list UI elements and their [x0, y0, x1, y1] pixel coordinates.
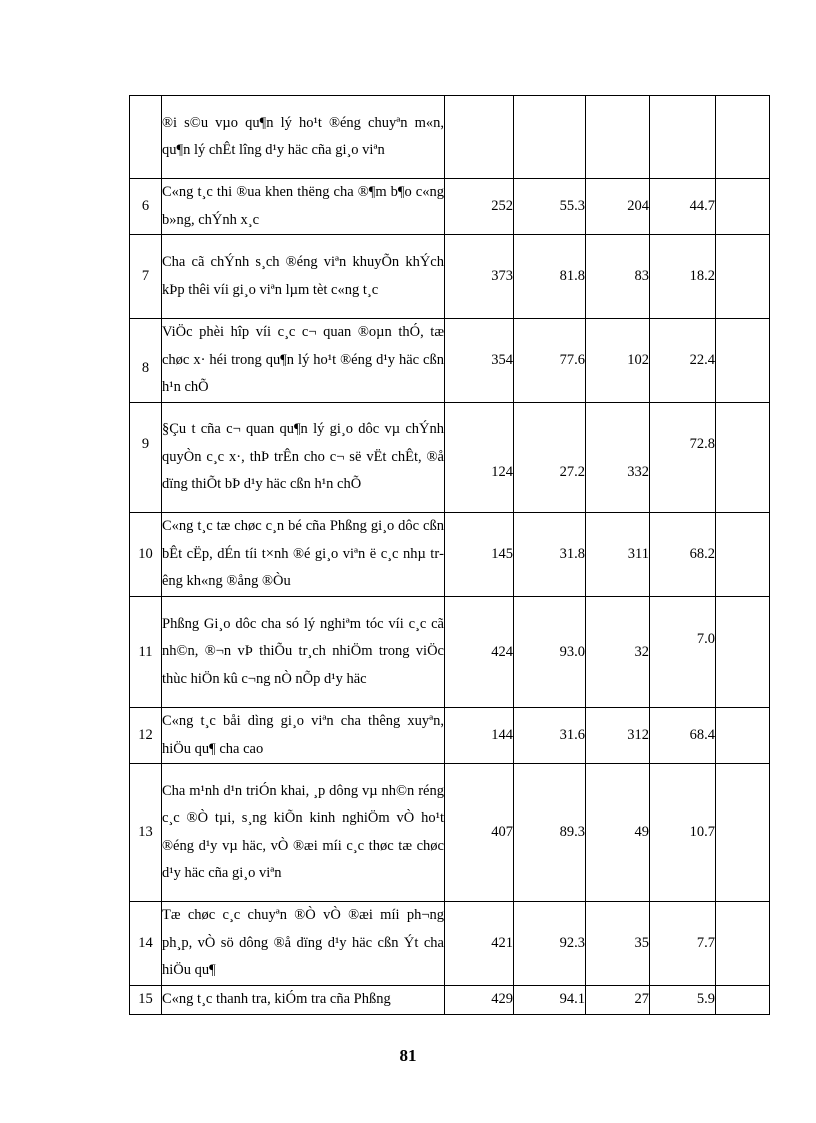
page-number: 81 — [399, 1046, 417, 1065]
table-row — [130, 319, 770, 403]
disagree-percent: 22.4 — [650, 319, 716, 403]
row-description: Cha cã chÝnh s¸ch ®éng viªn khuyÕn khÝch kÞp thêi víi gi¸o viªn lµm tèt c«ng t¸c — [162, 235, 445, 319]
disagree-percent: 7.7 — [650, 902, 716, 986]
blank-cell — [716, 96, 770, 179]
disagree-percent: 18.2 — [650, 235, 716, 319]
disagree-percent — [650, 96, 716, 179]
agree-count: 145 — [445, 513, 514, 597]
row-description: C«ng t¸c thanh tra, kiÓm tra cña Phßng — [162, 985, 445, 1014]
row-number: 12 — [130, 708, 162, 764]
disagree-count: 32 — [586, 597, 650, 708]
disagree-count: 332 — [586, 403, 650, 513]
blank-cell — [716, 235, 770, 319]
row-number: 11 — [130, 597, 162, 708]
agree-percent: 93.0 — [514, 597, 586, 708]
agree-count: 354 — [445, 319, 514, 403]
disagree-percent: 72.8 — [650, 403, 716, 513]
blank-cell — [716, 597, 770, 708]
disagree-count: 312 — [586, 708, 650, 764]
agree-percent: 94.1 — [514, 985, 586, 1014]
blank-cell — [716, 319, 770, 403]
row-number: 10 — [130, 513, 162, 597]
agree-count: 407 — [445, 764, 514, 902]
blank-cell — [716, 513, 770, 597]
table-row — [130, 902, 770, 986]
agree-count: 424 — [445, 597, 514, 708]
blank-cell — [716, 179, 770, 235]
agree-count: 144 — [445, 708, 514, 764]
agree-percent: 31.6 — [514, 708, 586, 764]
agree-percent: 27.2 — [514, 403, 586, 513]
disagree-percent: 68.2 — [650, 513, 716, 597]
blank-cell — [716, 403, 770, 513]
disagree-count: 27 — [586, 985, 650, 1014]
row-description: C«ng t¸c thi ®ua khen thëng cha ®¶m b¶o c«ng b»ng, chÝnh x¸c — [162, 179, 445, 235]
agree-percent — [514, 96, 586, 179]
disagree-percent: 68.4 — [650, 708, 716, 764]
row-description: ®i s©u vµo qu¶n lý ho¹t ®éng chuyªn m«n, qu¶n lý chÊt lîng d¹y häc cña gi¸o viªn — [162, 96, 445, 179]
row-description: ViÖc phèi hîp víi c¸c c¬ quan ®oµn thÓ, tæ chøc x· héi trong qu¶n lý ho¹t ®éng d¹y häc cßn h¹n chÕ — [162, 319, 445, 403]
blank-cell — [716, 708, 770, 764]
agree-count: 252 — [445, 179, 514, 235]
table-row — [130, 764, 770, 902]
blank-cell — [716, 985, 770, 1014]
row-number: 13 — [130, 764, 162, 902]
disagree-count — [586, 96, 650, 179]
table-row — [130, 708, 770, 764]
row-number — [130, 96, 162, 179]
row-number: 14 — [130, 902, 162, 986]
disagree-percent: 5.9 — [650, 985, 716, 1014]
table-row — [130, 179, 770, 235]
row-number: 15 — [130, 985, 162, 1014]
table-row — [130, 597, 770, 708]
row-description: Cha m¹nh d¹n triÓn khai, ¸p dông vµ nh©n réng c¸c ®Ò tµi, s¸ng kiÕn kinh nghiÖm vÒ ho¹t ®éng d¹y vµ häc, vÒ ®æi míi c¸c thøc tæ chøc d¹y häc cña gi¸o viªn — [162, 764, 445, 902]
blank-cell — [716, 902, 770, 986]
table-row — [130, 235, 770, 319]
table-row — [130, 985, 770, 1014]
row-description: C«ng t¸c båi dìng gi¸o viªn cha thêng xuyªn, hiÖu qu¶ cha cao — [162, 708, 445, 764]
disagree-percent: 44.7 — [650, 179, 716, 235]
disagree-percent: 10.7 — [650, 764, 716, 902]
agree-count: 124 — [445, 403, 514, 513]
disagree-count: 102 — [586, 319, 650, 403]
table-row — [130, 513, 770, 597]
row-number: 6 — [130, 179, 162, 235]
agree-count: 373 — [445, 235, 514, 319]
row-number: 7 — [130, 235, 162, 319]
table-row — [130, 96, 770, 179]
table-row — [130, 403, 770, 513]
row-description: Phßng Gi¸o dôc cha só lý nghiªm tóc víi c¸c cã nh©n, ®¬n vÞ thiÕu tr¸ch nhiÖm trong viÖc thùc hiÖn kû c¬ng nÒ nÕp d¹y häc — [162, 597, 445, 708]
agree-percent: 89.3 — [514, 764, 586, 902]
row-number: 9 — [130, 403, 162, 513]
agree-percent: 92.3 — [514, 902, 586, 986]
row-description: C«ng t¸c tæ chøc c¸n bé cña Phßng gi¸o dôc cßn bÊt cËp, dÉn tíi t×nh ®é gi¸o viªn ë c¸c nhµ trêng kh«ng ®ång ®Òu — [162, 513, 445, 597]
disagree-count: 83 — [586, 235, 650, 319]
disagree-count: 311 — [586, 513, 650, 597]
agree-count — [445, 96, 514, 179]
agree-percent: 81.8 — [514, 235, 586, 319]
agree-percent: 77.6 — [514, 319, 586, 403]
row-description: Tæ chøc c¸c chuyªn ®Ò vÒ ®æi míi ph¬ng ph¸p, vÒ sö dông ®å dïng d¹y häc cßn Ýt cha hiÖu qu¶ — [162, 902, 445, 986]
disagree-count: 49 — [586, 764, 650, 902]
disagree-count: 35 — [586, 902, 650, 986]
row-description: §Çu t cña c¬ quan qu¶n lý gi¸o dôc vµ chÝnh quyÒn c¸c x·, thÞ trÊn cho c¬ së vËt chÊt, ®å dïng thiÕt bÞ d¹y häc cßn h¹n chÕ — [162, 403, 445, 513]
agree-count: 421 — [445, 902, 514, 986]
agree-percent: 31.8 — [514, 513, 586, 597]
agree-percent: 55.3 — [514, 179, 586, 235]
agree-count: 429 — [445, 985, 514, 1014]
blank-cell — [716, 764, 770, 902]
disagree-count: 204 — [586, 179, 650, 235]
disagree-percent: 7.0 — [650, 597, 716, 708]
row-number: 8 — [130, 319, 162, 403]
survey-table — [129, 95, 770, 1015]
